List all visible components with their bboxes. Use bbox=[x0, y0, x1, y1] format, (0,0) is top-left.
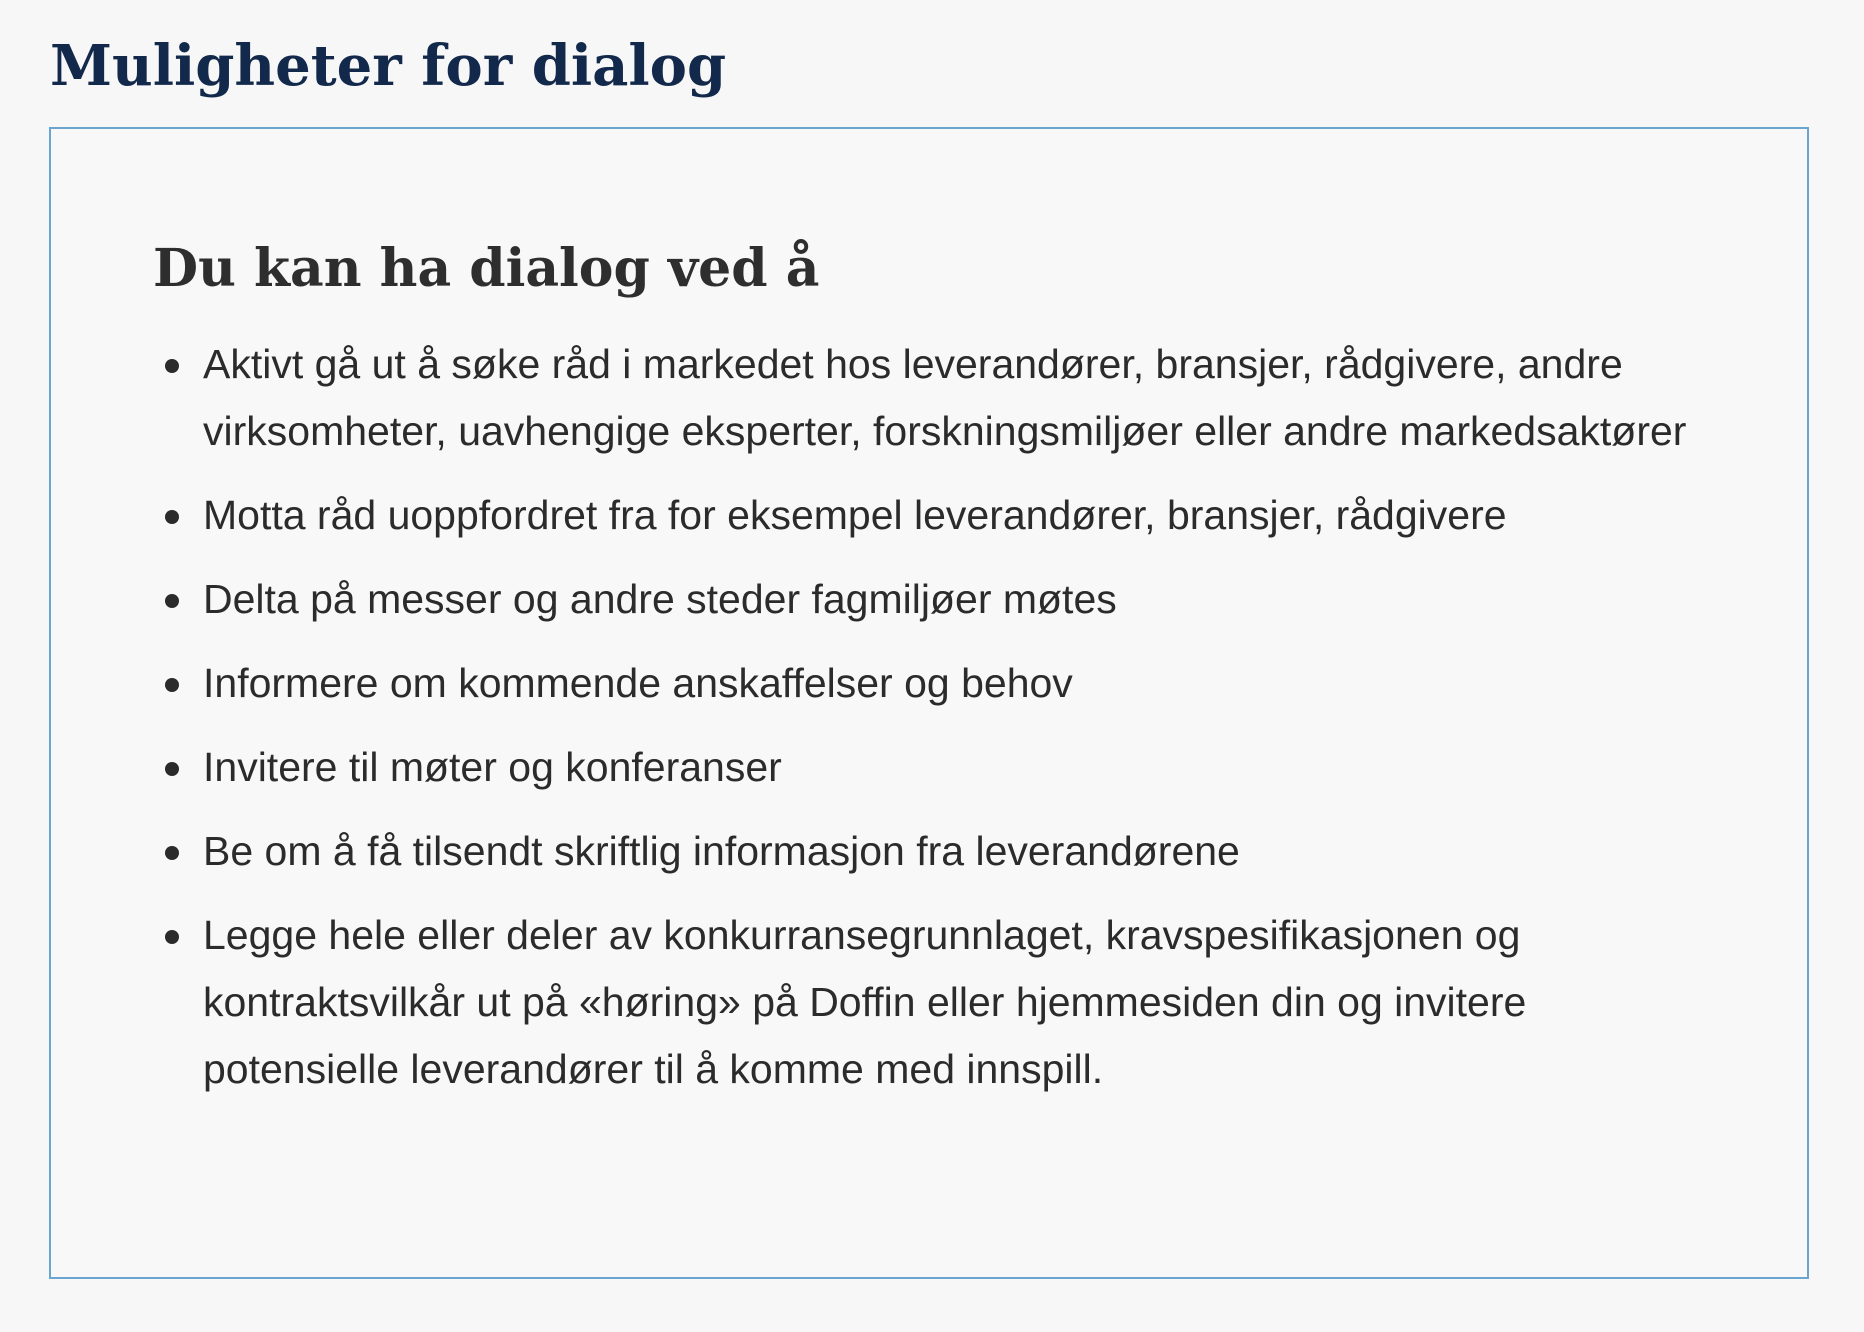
list-item bbox=[153, 902, 1713, 1103]
list-item bbox=[153, 650, 1713, 717]
list-item bbox=[153, 734, 1713, 801]
list-item-text: Delta på messer og andre steder fagmiljøer møtes bbox=[203, 576, 1117, 622]
bullet-icon bbox=[165, 359, 179, 373]
list-item bbox=[153, 331, 1713, 465]
bullet-icon bbox=[165, 846, 179, 860]
list-item-text: Legge hele eller deler av konkurransegrunnlaget, kravspesifikasjonen og kontraktsvilkår ut på «høring» på Doffin eller hjemmesiden din og invitere potensielle leverandører til å komme med innspill. bbox=[203, 912, 1527, 1092]
dialog-info-box bbox=[49, 127, 1809, 1279]
list-item-text: Motta råd uoppfordret fra for eksempel leverandører, bransjer, rådgivere bbox=[203, 492, 1507, 538]
list-item bbox=[153, 818, 1713, 885]
bullet-icon bbox=[165, 510, 179, 524]
bullet-icon bbox=[165, 930, 179, 944]
box-heading: Du kan ha dialog ved å bbox=[153, 238, 820, 299]
dialog-options-list bbox=[153, 331, 1713, 1120]
bullet-icon bbox=[165, 762, 179, 776]
bullet-icon bbox=[165, 678, 179, 692]
list-item bbox=[153, 566, 1713, 633]
list-item-text: Aktivt gå ut å søke råd i markedet hos leverandører, bransjer, rådgivere, andre virksomheter, uavhengige eksperter, forskningsmiljøer eller andre markedsaktører bbox=[203, 341, 1687, 454]
list-item-text: Be om å få tilsendt skriftlig informasjon fra leverandørene bbox=[203, 828, 1240, 874]
list-item bbox=[153, 482, 1713, 549]
list-item-text: Invitere til møter og konferanser bbox=[203, 744, 782, 790]
list-item-text: Informere om kommende anskaffelser og behov bbox=[203, 660, 1073, 706]
bullet-icon bbox=[165, 594, 179, 608]
page-title: Muligheter for dialog bbox=[50, 33, 727, 99]
